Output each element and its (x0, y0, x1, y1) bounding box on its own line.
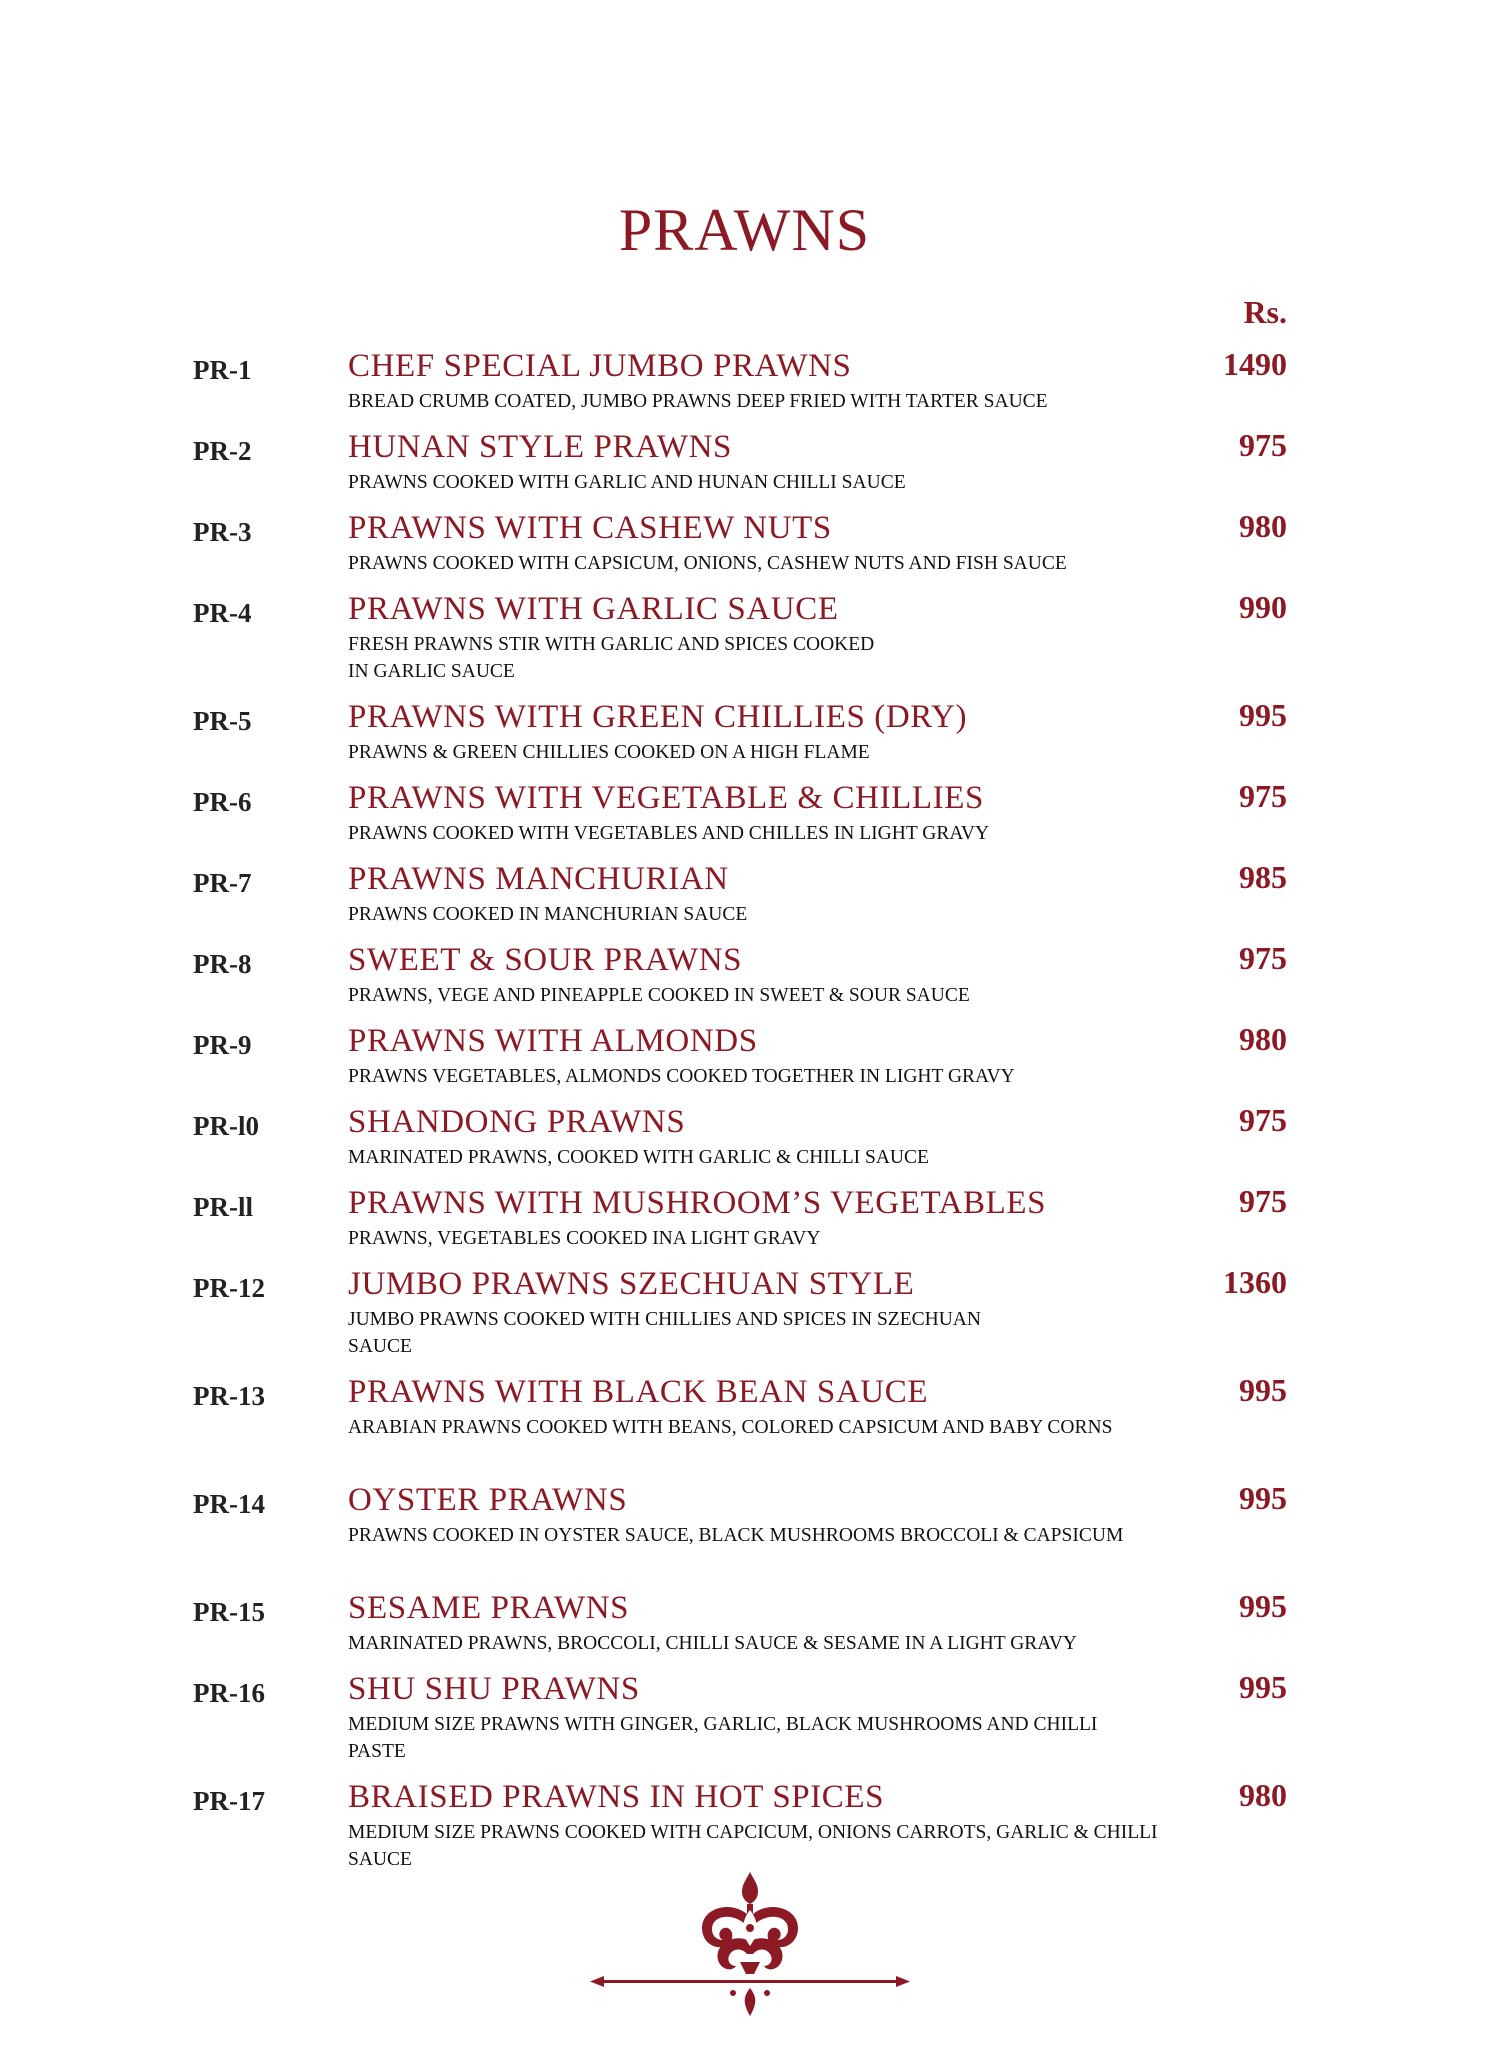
item-description: BREAD CRUMB COATED, JUMBO PRAWNS DEEP FRIED WITH TARTER SAUCE (348, 391, 1048, 412)
item-code: PR-1 (193, 355, 252, 385)
menu-item (0, 346, 1489, 431)
damask-ornament-icon (590, 1870, 910, 2020)
item-description: PRAWNS COOKED IN MANCHURIAN SAUCE (348, 904, 748, 925)
menu-item (0, 1021, 1489, 1106)
menu-item (0, 1669, 1489, 1781)
item-code: PR-l0 (193, 1111, 259, 1141)
item-price: 975 (1239, 1183, 1287, 1219)
item-name: PRAWNS WITH ALMONDS (348, 1023, 758, 1059)
item-description: PRAWNS COOKED WITH CAPSICUM, ONIONS, CASHEW NUTS AND FISH SAUCE (348, 553, 1067, 574)
item-code: PR-2 (193, 436, 252, 466)
item-code: PR-16 (193, 1678, 265, 1708)
item-code: PR-3 (193, 517, 252, 547)
menu-item (0, 1372, 1489, 1484)
item-name: SESAME PRAWNS (348, 1590, 630, 1626)
item-name: OYSTER PRAWNS (348, 1482, 628, 1518)
item-name: PRAWNS WITH MUSHROOM’S VEGETABLES (348, 1185, 1047, 1221)
item-price: 975 (1239, 427, 1287, 463)
item-code: PR-14 (193, 1489, 265, 1519)
item-name: SHU SHU PRAWNS (348, 1671, 640, 1707)
item-price: 1360 (1223, 1264, 1287, 1300)
menu-item (0, 1183, 1489, 1268)
menu-item (0, 1480, 1489, 1592)
menu-item (0, 697, 1489, 782)
item-price: 990 (1239, 589, 1287, 625)
item-code: PR-12 (193, 1273, 265, 1303)
item-code: PR-13 (193, 1381, 265, 1411)
item-name: JUMBO PRAWNS SZECHUAN STYLE (348, 1266, 915, 1302)
item-description: PRAWNS COOKED WITH GARLIC AND HUNAN CHILLI SAUCE (348, 472, 906, 493)
currency-label: Rs. (1243, 294, 1287, 330)
item-description: MARINATED PRAWNS, COOKED WITH GARLIC & CHILLI SAUCE (348, 1147, 929, 1168)
item-price: 995 (1239, 1669, 1287, 1705)
item-code: PR-4 (193, 598, 252, 628)
item-code: PR-9 (193, 1030, 252, 1060)
item-description: PRAWNS, VEGE AND PINEAPPLE COOKED IN SWEET & SOUR SAUCE (348, 985, 970, 1006)
item-price: 995 (1239, 697, 1287, 733)
item-description: PRAWNS VEGETABLES, ALMONDS COOKED TOGETHER IN LIGHT GRAVY (348, 1066, 1015, 1087)
item-code: PR-5 (193, 706, 252, 736)
item-description: PRAWNS COOKED IN OYSTER SAUCE, BLACK MUSHROOMS BROCCOLI & CAPSICUM (348, 1525, 1124, 1546)
item-code: PR-15 (193, 1597, 265, 1627)
item-price: 975 (1239, 940, 1287, 976)
item-price: 995 (1239, 1480, 1287, 1516)
menu-item (0, 589, 1489, 701)
menu-item (0, 1264, 1489, 1376)
item-price: 980 (1239, 1777, 1287, 1813)
item-name: HUNAN STYLE PRAWNS (348, 429, 732, 465)
item-price: 975 (1239, 778, 1287, 814)
menu-item (0, 859, 1489, 944)
item-price: 980 (1239, 508, 1287, 544)
menu-item (0, 1588, 1489, 1673)
item-price: 975 (1239, 1102, 1287, 1138)
item-name: SHANDONG PRAWNS (348, 1104, 686, 1140)
item-code: PR-7 (193, 868, 252, 898)
menu-item (0, 1102, 1489, 1187)
item-price: 1490 (1223, 346, 1287, 382)
item-description: PRAWNS COOKED WITH VEGETABLES AND CHILLES IN LIGHT GRAVY (348, 823, 990, 844)
menu-item (0, 508, 1489, 593)
item-description: ARABIAN PRAWNS COOKED WITH BEANS, COLORED CAPSICUM AND BABY CORNS (348, 1417, 1113, 1438)
item-name: CHEF SPECIAL JUMBO PRAWNS (348, 348, 852, 384)
item-description: PRAWNS & GREEN CHILLIES COOKED ON A HIGH FLAME (348, 742, 870, 763)
item-description: MEDIUM SIZE PRAWNS COOKED WITH CAPCICUM, ONIONS CARROTS, GARLIC & CHILLI SAUCE (348, 1822, 1158, 1870)
item-price: 995 (1239, 1372, 1287, 1408)
item-name: PRAWNS WITH GREEN CHILLIES (DRY) (348, 699, 968, 735)
item-price: 980 (1239, 1021, 1287, 1057)
menu-item (0, 427, 1489, 512)
item-description: JUMBO PRAWNS COOKED WITH CHILLIES AND SPICES IN SZECHUAN SAUCE (348, 1309, 981, 1357)
item-code: PR-17 (193, 1786, 265, 1816)
item-code: PR-8 (193, 949, 252, 979)
item-description: MEDIUM SIZE PRAWNS WITH GINGER, GARLIC, BLACK MUSHROOMS AND CHILLI PASTE (348, 1714, 1098, 1762)
menu-items (0, 346, 1489, 1889)
item-code: PR-ll (193, 1192, 253, 1222)
menu-item (0, 778, 1489, 863)
item-name: BRAISED PRAWNS IN HOT SPICES (348, 1779, 885, 1815)
item-name: PRAWNS WITH GARLIC SAUCE (348, 591, 839, 627)
item-description: FRESH PRAWNS STIR WITH GARLIC AND SPICES COOKED IN GARLIC SAUCE (348, 634, 875, 682)
item-description: PRAWNS, VEGETABLES COOKED INA LIGHT GRAVY (348, 1228, 821, 1249)
item-price: 995 (1239, 1588, 1287, 1624)
item-price: 985 (1239, 859, 1287, 895)
item-code: PR-6 (193, 787, 252, 817)
item-name: PRAWNS WITH BLACK BEAN SAUCE (348, 1374, 929, 1410)
item-name: PRAWNS WITH VEGETABLE & CHILLIES (348, 780, 984, 816)
menu-item (0, 940, 1489, 1025)
page-title: PRAWNS (618, 197, 871, 263)
item-name: SWEET & SOUR PRAWNS (348, 942, 743, 978)
item-name: PRAWNS MANCHURIAN (348, 861, 729, 897)
item-name: PRAWNS WITH CASHEW NUTS (348, 510, 832, 546)
item-description: MARINATED PRAWNS, BROCCOLI, CHILLI SAUCE & SESAME IN A LIGHT GRAVY (348, 1633, 1078, 1654)
